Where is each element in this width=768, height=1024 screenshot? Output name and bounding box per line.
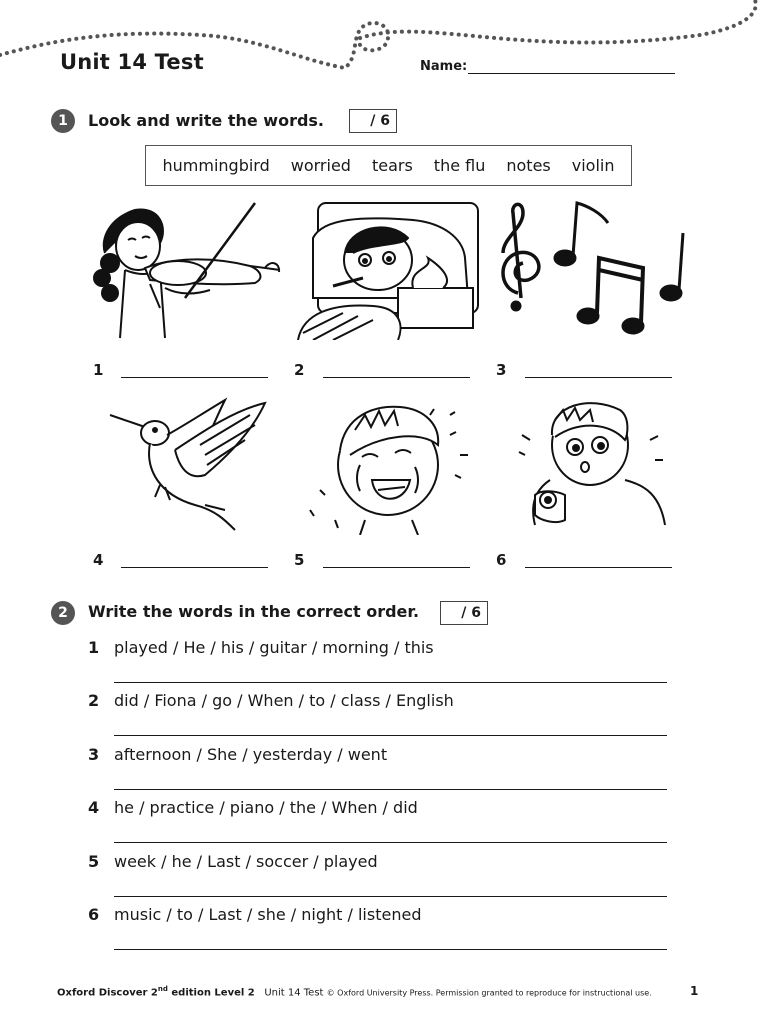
question-number: 2 [88, 691, 100, 710]
crying-boy-picture [300, 395, 480, 535]
word-bank-item: hummingbird [162, 156, 270, 175]
footer [57, 985, 652, 998]
answer-line[interactable] [525, 567, 672, 568]
girl-violin-picture [90, 198, 285, 340]
worried-boy-picture [510, 395, 675, 535]
answer-number: 2 [294, 361, 305, 379]
answer-number: 5 [294, 551, 305, 569]
question-text: played / He / his / guitar / morning / this [114, 638, 434, 657]
answer-number: 1 [93, 361, 104, 379]
section-2-number: 2 [51, 601, 75, 625]
footer-copyright: © Oxford University Press. Permission granted to reproduce for instructional use. [326, 988, 652, 998]
question-answer-line[interactable] [114, 789, 667, 790]
question-text: he / practice / piano / the / When / did [114, 798, 418, 817]
footer-series-rest: edition Level 2 [167, 987, 255, 999]
answer-line[interactable] [525, 377, 672, 378]
word-bank [145, 145, 632, 186]
footer-series: Oxford Discover 2 [57, 987, 158, 999]
music-notes-picture [493, 198, 688, 340]
question-text: week / he / Last / soccer / played [114, 852, 378, 871]
word-bank-item: violin [571, 156, 615, 175]
name-field-line[interactable] [468, 73, 675, 74]
word-bank-item: notes [506, 156, 551, 175]
question-number: 4 [88, 798, 100, 817]
question-answer-line[interactable] [114, 842, 667, 843]
page-title: Unit 14 Test [60, 50, 204, 74]
section-2-score-box: / 6 [440, 601, 488, 625]
section-2-title: Write the words in the correct order. [88, 602, 420, 621]
question-number: 1 [88, 638, 100, 657]
question-number: 3 [88, 745, 100, 764]
answer-line[interactable] [121, 377, 268, 378]
question-text: did / Fiona / go / When / to / class / English [114, 691, 454, 710]
answer-line[interactable] [121, 567, 268, 568]
word-bank-item: tears [371, 156, 413, 175]
answer-line[interactable] [323, 377, 470, 378]
answer-number: 6 [496, 551, 507, 569]
answer-number: 4 [93, 551, 104, 569]
page-number: 1 [690, 984, 699, 998]
question-answer-line[interactable] [114, 896, 667, 897]
footer-unit: Unit 14 Test [264, 987, 324, 999]
question-answer-line[interactable] [114, 949, 667, 950]
hummingbird-picture [105, 395, 270, 535]
section-1-title: Look and write the words. [88, 111, 325, 130]
question-number: 6 [88, 905, 100, 924]
question-text: afternoon / She / yesterday / went [114, 745, 388, 764]
question-answer-line[interactable] [114, 682, 667, 683]
answer-number: 3 [496, 361, 507, 379]
word-bank-item: the flu [433, 156, 486, 175]
sick-boy-picture [293, 198, 483, 340]
section-1-score-box: / 6 [349, 109, 397, 133]
question-number: 5 [88, 852, 100, 871]
name-label: Name: [420, 59, 468, 74]
question-answer-line[interactable] [114, 735, 667, 736]
section-1-number: 1 [51, 109, 75, 133]
word-bank-item: worried [290, 156, 351, 175]
footer-series-sup: nd [157, 985, 168, 993]
question-text: music / to / Last / she / night / listened [114, 905, 422, 924]
answer-line[interactable] [323, 567, 470, 568]
